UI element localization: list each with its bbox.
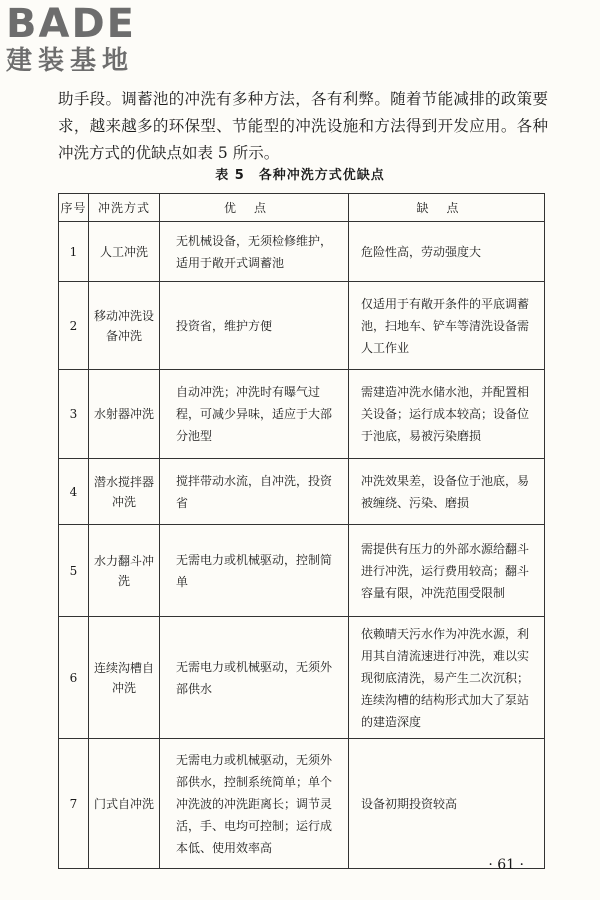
table-header-row — [59, 194, 545, 222]
row-method: 水力翻斗冲洗 — [89, 525, 160, 617]
table-row — [59, 282, 545, 370]
row-method: 门式自冲洗 — [89, 739, 160, 869]
row-advantages: 无需电力或机械驱动，无须外部供水，控制系统简单；单个冲洗波的冲洗距离长；调节灵活，手、电均可控制；运行成本低、使用效率高 — [160, 739, 349, 869]
row-no: 7 — [59, 739, 89, 869]
table-row — [59, 459, 545, 525]
header-advantages: 优点 — [160, 194, 349, 222]
row-no: 3 — [59, 370, 89, 459]
watermark-logo — [6, 2, 136, 76]
table-caption: 表 5 各种冲洗方式优缺点 — [215, 168, 385, 183]
intro-text: 助手段。调蓄池的冲洗有多种方法，各有利弊。随着节能减排的政策要求，越来越多的环保型、节能型的冲洗设施和方法得到开发应用。各种冲洗方式的优缺点如表 5 所示。 — [58, 90, 548, 162]
row-no: 2 — [59, 282, 89, 370]
comparison-table — [58, 193, 545, 869]
watermark-subtitle: 建装基地 — [6, 46, 135, 76]
header-no: 序号 — [59, 194, 89, 222]
row-disadvantages: 设备初期投资较高 — [349, 739, 545, 869]
row-advantages: 无需电力或机械驱动，无须外部供水 — [160, 617, 349, 739]
row-disadvantages: 冲洗效果差，设备位于池底，易被缠绕、污染、磨损 — [349, 459, 545, 525]
row-method: 水射器冲洗 — [89, 370, 160, 459]
row-advantages: 自动冲洗；冲洗时有曝气过程，可减少异味，适应于大部分池型 — [160, 370, 349, 459]
row-method: 潜水搅拌器冲洗 — [89, 459, 160, 525]
row-disadvantages: 需提供有压力的外部水源给翻斗进行冲洗，运行费用较高；翻斗容量有限，冲洗范围受限制 — [349, 525, 545, 617]
table-row — [59, 222, 545, 282]
header-method: 冲洗方式 — [89, 194, 160, 222]
row-no: 1 — [59, 222, 89, 282]
table-row — [59, 617, 545, 739]
row-advantages: 搅拌带动水流，自冲洗，投资省 — [160, 459, 349, 525]
row-advantages: 无机械设备，无须检修维护，适用于敞开式调蓄池 — [160, 222, 349, 282]
row-no: 5 — [59, 525, 89, 617]
page-number: · 61 · — [488, 857, 524, 873]
row-no: 4 — [59, 459, 89, 525]
row-method: 移动冲洗设备冲洗 — [89, 282, 160, 370]
watermark-brand: BADE — [6, 1, 136, 47]
row-disadvantages: 需建造冲洗水储水池，并配置相关设备；运行成本较高；设备位于池底，易被污染磨损 — [349, 370, 545, 459]
row-method: 人工冲洗 — [89, 222, 160, 282]
table-row — [59, 370, 545, 459]
row-disadvantages: 危险性高，劳动强度大 — [349, 222, 545, 282]
row-disadvantages: 仅适用于有敞开条件的平底调蓄池，扫地车、铲车等清洗设备需人工作业 — [349, 282, 545, 370]
table-row — [59, 525, 545, 617]
row-advantages: 投资省，维护方便 — [160, 282, 349, 370]
table-row — [59, 739, 545, 869]
row-advantages: 无需电力或机械驱动，控制简单 — [160, 525, 349, 617]
row-method: 连续沟槽自冲洗 — [89, 617, 160, 739]
intro-paragraph — [58, 86, 548, 167]
row-no: 6 — [59, 617, 89, 739]
header-disadvantages: 缺点 — [349, 194, 545, 222]
row-disadvantages: 依赖晴天污水作为冲洗水源，利用其自清流速进行冲洗，难以实现彻底清洗，易产生二次沉积；连续沟槽的结构形式加大了泵站的建造深度 — [349, 617, 545, 739]
